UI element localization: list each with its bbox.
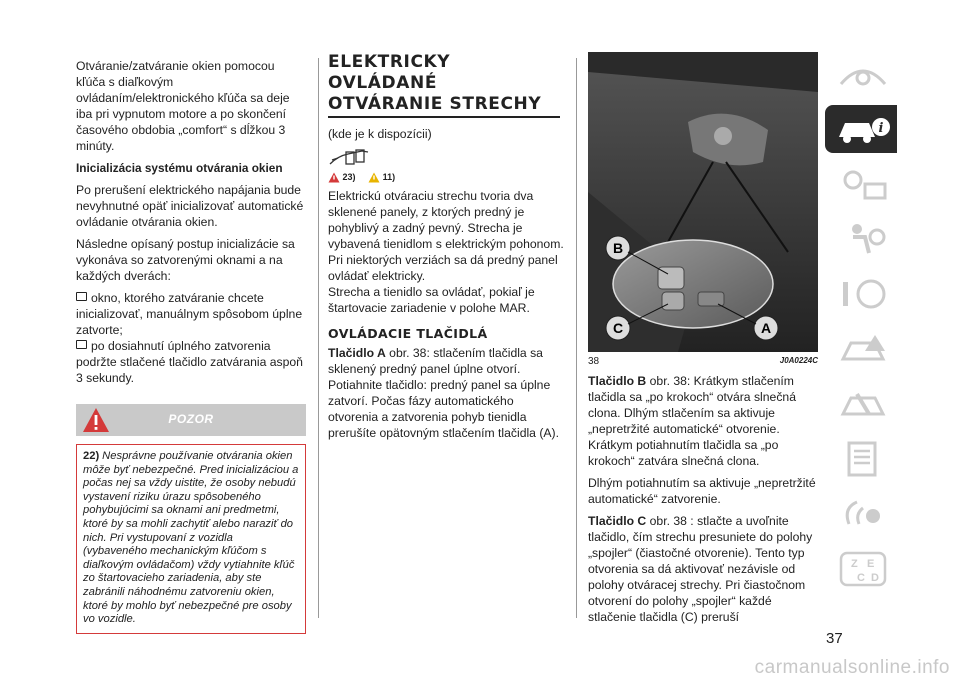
car-info-icon [835, 109, 891, 149]
lights-message-icon [835, 164, 891, 204]
reference-number: 11) [382, 172, 396, 182]
chapter-tab-dashboard[interactable] [825, 50, 897, 98]
chapter-tab-multimedia[interactable] [825, 490, 897, 538]
figure-38 [588, 52, 818, 352]
warning-car-icon [835, 329, 891, 369]
paragraph: Tlačidlo C obr. 38 : stlačte a uvoľnite tlačidlo, čím strechu presuniete do polohy „spojler“ (čiastočné otvorenie). Tento typ otvorenia sa dá aktivovať nezávisle od polohy otváracej strechy. Pri čiastočnom otvorení do polohy „spojler“ každé stlačenie tlačidla (C) preruší [588, 514, 813, 624]
warning-text: Nesprávne používanie otvárania okien môže byť nebezpečné. Pred inicializáciou a počas nej sa vždy uistite, že osoby nebudú vystavení riziku úrazu spôsobeného pohybujúcimi sa oknami ani predmetmi, ktoré by sa mohli zachytiť alebo naraziť do nich. Pri vystupovaní z vozidla (vybaveného mechanickým kľúčom s diaľkovým ovládačom) vždy vytiahnite kľúč zo štartovacieho zariadenia, aby ste zabránili náhodnému zatvoreniu okien, ktoré by mohlo byť nebezpečné pre osoby vo vozidle. [83, 450, 299, 626]
chapter-tab-index[interactable] [825, 545, 897, 593]
column-left [76, 58, 306, 634]
caution-triangle-icon [368, 172, 380, 183]
steering-wheel-icon [835, 274, 891, 314]
paragraph: Po prerušení elektrického napájania bude nevyhnutné opäť inicializovať automatické ovládanie otvárania okien. [76, 183, 304, 229]
section-subheading: OVLÁDACIE TLAČIDLÁ [328, 326, 488, 341]
bullet-square-icon [76, 340, 87, 349]
chapter-tab-specifications[interactable] [825, 435, 897, 483]
reference-marks [328, 172, 564, 188]
page-number: 37 [826, 630, 843, 647]
chapter-tab-safety[interactable] [825, 215, 897, 263]
warning-box [76, 444, 306, 634]
figure-caption [588, 356, 818, 367]
svg-text:i: i [878, 121, 884, 136]
wrench-car-icon [835, 384, 891, 424]
column-divider [318, 58, 319, 618]
sunroof-icon [328, 148, 370, 168]
alphabet-index-icon [835, 549, 891, 589]
figure-code: J0A0224C [779, 356, 818, 365]
media-phone-icon [835, 494, 891, 534]
section-heading: Inicializácia systému otvárania okien [76, 161, 283, 175]
chapter-tab-car-info[interactable] [825, 105, 897, 153]
chapter-tab-lights[interactable] [825, 160, 897, 208]
footer-watermark: carmanualsonline.info [754, 657, 950, 678]
column-middle [328, 52, 564, 447]
chapter-sidebar [825, 50, 960, 600]
warning-number: 22) [83, 450, 100, 462]
chapter-tab-emergency[interactable] [825, 325, 897, 373]
paragraph: Následne opísaný postup inicializácie sa vykonáva so zatvorenými oknami a na každých dverách: [76, 237, 295, 283]
svg-text:C: C [857, 572, 865, 584]
paragraph: Elektrickú otváraciu strechu tvoria dva sklenené panely, z ktorých predný je pohyblivý a zadný pevný. Strecha je vybavená tienidlom s elektrickým pohonom. [328, 189, 564, 251]
warning-triangle-icon [328, 172, 340, 183]
paragraph: Strecha a tienidlo sa ovládať, pokiaľ je štartovacie zariadenie v polohe MAR. [328, 285, 535, 315]
svg-text:Z: Z [851, 558, 858, 570]
paragraph: Pri niektorých verziách sa dá predný panel ovládať elektricky. [328, 253, 558, 283]
callout-a-label: A [760, 320, 772, 336]
chapter-tab-maintenance[interactable] [825, 380, 897, 428]
availability-note: (kde je k dispozícii) [328, 127, 432, 141]
airbag-person-icon [835, 219, 891, 259]
warning-label: POZOR [168, 412, 214, 426]
bullet-square-icon [76, 292, 87, 301]
column-divider [576, 58, 577, 618]
document-list-icon [835, 439, 891, 479]
figure-number: 38 [588, 356, 600, 367]
paragraph: Tlačidlo B obr. 38: Krátkym stlačením tlačidla sa „po krokoch“ otvára slnečná clona. Dlhým stlačením sa aktivuje „nepretržité automatické“ otvorenie. Krátkym potiahnutím tlačidla sa „po krokoch“ zatvára slnečná clona. [588, 374, 796, 468]
callout-c-label: C [612, 320, 624, 336]
page-title: ELEKTRICKY OVLÁDANÉ OTVÁRANIE STRECHY [328, 52, 542, 114]
feature-icons [328, 148, 564, 170]
svg-text:E: E [867, 558, 875, 570]
warning-header [76, 404, 306, 436]
column-right [588, 52, 818, 631]
paragraph: Dlhým potiahnutím sa aktivuje „nepretržité automatické“ zatvorenie. [588, 476, 816, 506]
paragraph: Tlačidlo A obr. 38: stlačením tlačidla sa sklenený predný panel úplne otvorí. Potiahnite tlačidlo: predný panel sa úplne zatvorí. Počas fázy automatického otvorenia a zatvorenia pohyb tienidla prerušíte opätovným stlačením tlačidla (A). [328, 346, 559, 440]
car-dashboard-icon [835, 54, 891, 94]
paragraph: Otváranie/zatváranie okien pomocou kľúča s diaľkovým ovládaním/elektronického kľúča sa deje iba pri vypnutom motore a po skončení časového obdobia „comfort“ s dĺžkou 3 minúty. [76, 59, 290, 153]
chapter-tab-driving[interactable] [825, 270, 897, 318]
roof-console-illustration [588, 52, 818, 352]
callout-b-label: B [612, 240, 624, 256]
svg-text:D: D [871, 572, 879, 584]
bullet-item: po dosiahnutí úplného zatvorenia podržte stlačené tlačidlo zatvárania aspoň 3 sekundy. [76, 339, 303, 385]
bullet-item: okno, ktorého zatváranie chcete inicializovať, manuálnym spôsobom úplne zatvorte; [76, 291, 303, 337]
reference-number: 23) [342, 172, 356, 182]
title-underline [328, 116, 560, 118]
